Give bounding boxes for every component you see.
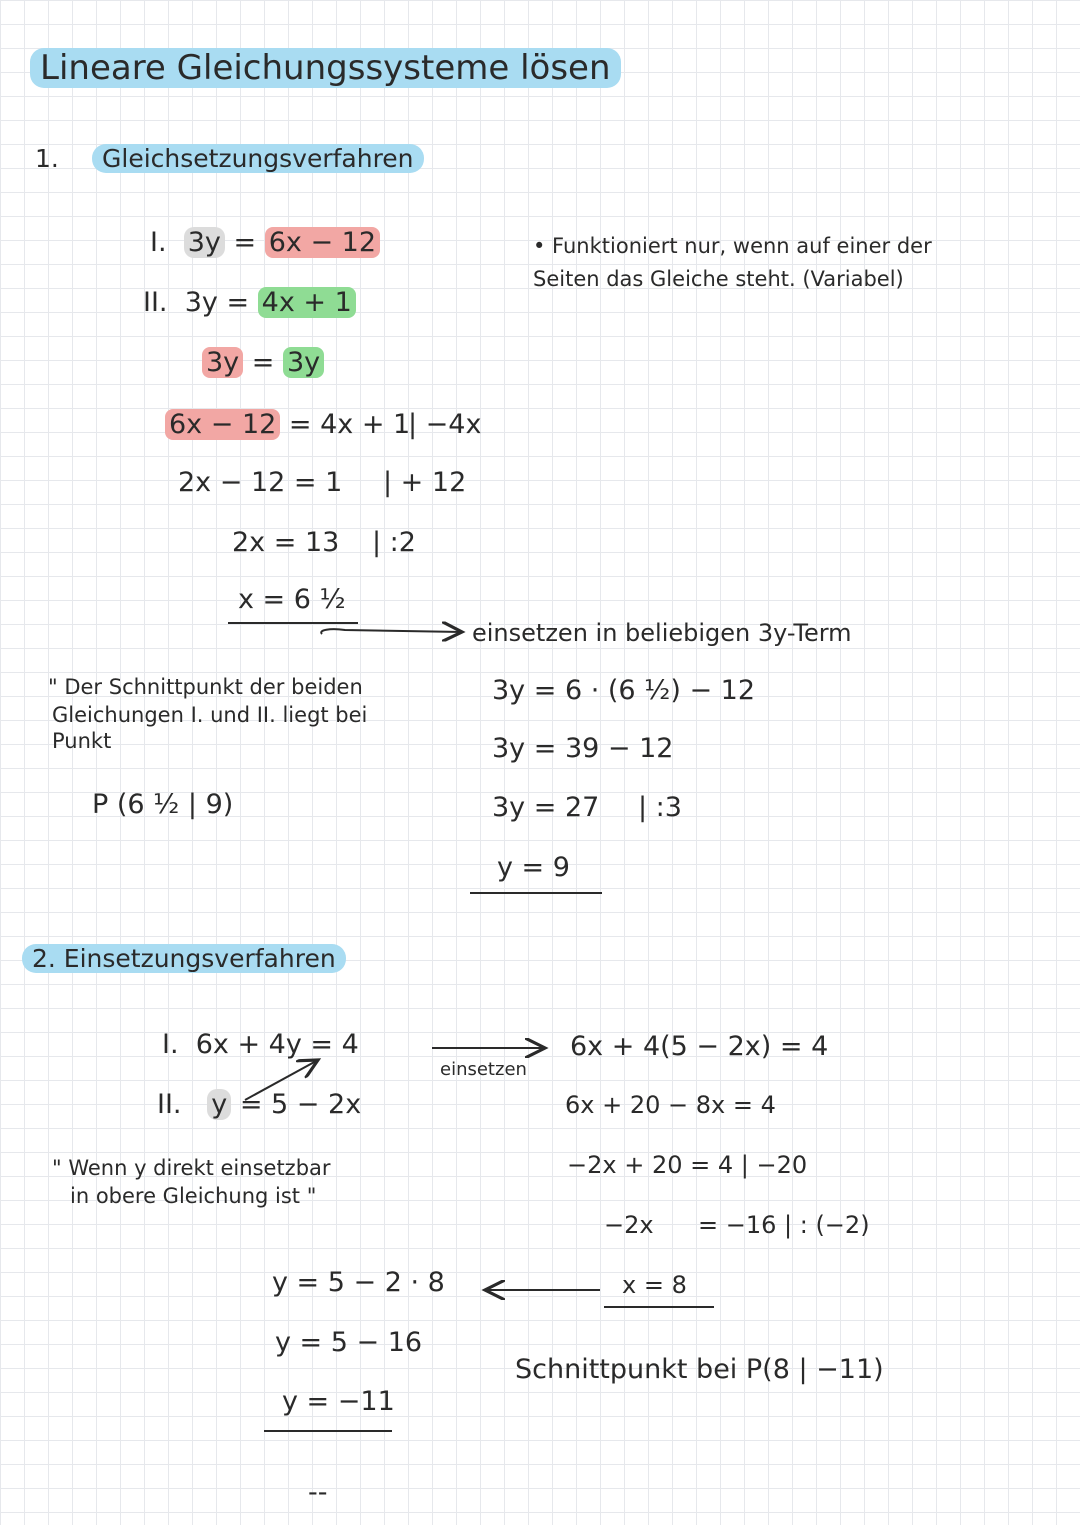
s1-step1-op: | −4x <box>408 409 482 440</box>
s2-y1: y = 5 − 2 · 8 <box>272 1267 445 1298</box>
s2-r4-left: −2x <box>604 1211 654 1239</box>
s1-note-line1: • Funktioniert nur, wenn auf einer der <box>533 234 932 258</box>
s2-point: Schnittpunkt bei P(8 | −11) <box>515 1354 884 1385</box>
s2-y-to-4y-arrow <box>245 1060 318 1100</box>
s2-r1: 6x + 4(5 − 2x) = 4 <box>570 1031 829 1062</box>
s1-eq1-right: 6x − 12 <box>265 227 380 258</box>
s1-result-x: x = 6 ½ <box>238 584 346 615</box>
section2-heading: 2. Einsetzungsverfahren <box>22 945 346 973</box>
s1-note-line2: Seiten das Gleiche steht. (Variabel) <box>533 267 904 291</box>
s2-eq2: II. y = 5 − 2x <box>157 1089 362 1120</box>
s2-arrow-label: einsetzen <box>440 1059 527 1080</box>
section1-number: 1. <box>35 144 59 173</box>
s1-conclusion-line2: Gleichungen I. und II. liegt bei <box>52 703 368 727</box>
s2-result-x: x = 8 <box>622 1271 687 1299</box>
s1-sub3-op: | :3 <box>638 792 682 823</box>
s1-step2: 2x − 12 = 1 <box>178 467 343 498</box>
s1-step-3y: 3y = 3y <box>202 348 324 378</box>
s1-eq1-left: 3y <box>184 227 225 258</box>
s1-sub2: 3y = 39 − 12 <box>492 733 674 764</box>
s2-note-line1: " Wenn y direkt einsetzbar <box>52 1156 331 1180</box>
s1-substitute-arrow <box>321 629 462 634</box>
s1-step1: 6x − 12 = 4x + 1 <box>165 410 410 440</box>
s1-eq2-right: 4x + 1 <box>258 287 356 318</box>
s2-eq2-label: II. <box>157 1089 182 1120</box>
s1-conclusion-line1: " Der Schnittpunkt der beiden <box>48 675 363 699</box>
s1-eq1-label: I. <box>150 227 167 258</box>
s2-trailing-mark: -- <box>308 1477 328 1508</box>
s2-eq1-label: I. <box>162 1029 179 1060</box>
s1-eq2: II. 3y = 4x + 1 <box>143 288 356 318</box>
s1-eq1: I. 3y = 6x − 12 <box>150 228 380 258</box>
s2-r3: −2x + 20 = 4 | −20 <box>567 1151 808 1179</box>
s2-r2: 6x + 20 − 8x = 4 <box>565 1091 776 1119</box>
s2-eq1: I. 6x + 4y = 4 <box>162 1029 359 1060</box>
s1-result-y: y = 9 <box>497 852 570 883</box>
s1-step3-op: | :2 <box>372 527 416 558</box>
s1-sub3: 3y = 27 <box>492 792 600 823</box>
s2-result-y: y = −11 <box>282 1386 395 1417</box>
s1-step2-op: | + 12 <box>383 467 467 498</box>
s2-y2: y = 5 − 16 <box>275 1327 423 1358</box>
s1-eq2-left: 3y <box>184 287 218 318</box>
s1-conclusion-line3: Punkt <box>52 729 112 753</box>
s2-note-line2: in obere Gleichung ist " <box>70 1184 317 1208</box>
s1-sub1: 3y = 6 · (6 ½) − 12 <box>492 675 756 706</box>
s2-r4-right: = −16 | : (−2) <box>698 1211 870 1239</box>
section1-heading: Gleichsetzungsverfahren <box>92 145 424 173</box>
s1-step3: 2x = 13 <box>232 527 340 558</box>
page-title: Lineare Gleichungssysteme lösen <box>30 50 621 87</box>
s1-point: P (6 ½ | 9) <box>92 789 234 820</box>
s1-eq2-label: II. <box>143 287 168 318</box>
s1-substitute-label: einsetzen in beliebigen 3y-Term <box>472 619 852 647</box>
